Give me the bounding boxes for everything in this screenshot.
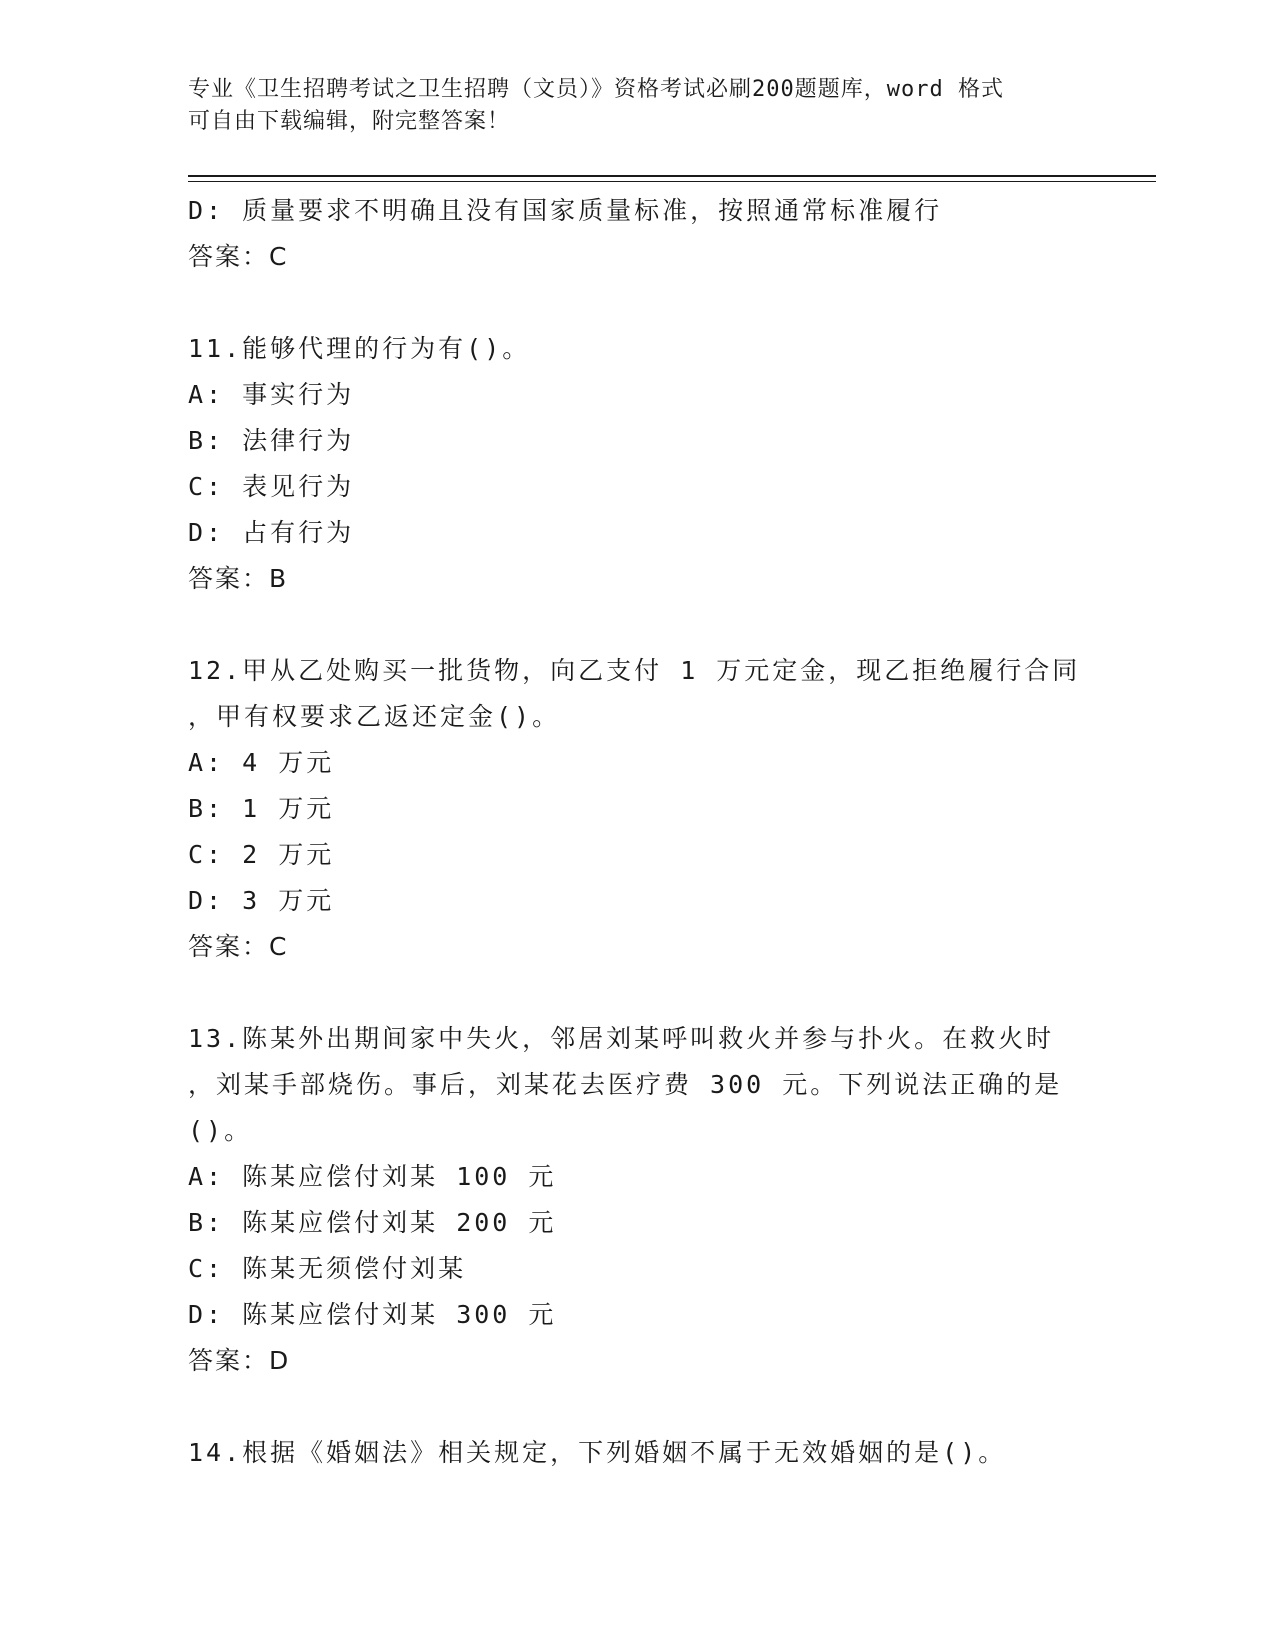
option-d: D: 质量要求不明确且没有国家质量标准，按照通常标准履行 — [188, 196, 943, 225]
question-block-14 — [188, 1430, 1088, 1476]
question-stem-line-1: 12.甲从乙处购买一批货物，向乙支付 1 万元定金，现乙拒绝履行合同 — [188, 656, 1081, 685]
header-title-line-1: 专业《卫生招聘考试之卫生招聘（文员）》资格考试必刷200题题库，word 格式 — [188, 77, 1004, 102]
option-a: A: 4 万元 — [188, 748, 335, 777]
option-b: B: 法律行为 — [188, 426, 355, 455]
question-stem-line-1: 13.陈某外出期间家中失火，邻居刘某呼叫救火并参与扑火。在救火时 — [188, 1024, 1055, 1053]
spacer — [188, 1384, 1088, 1430]
header-title-line-2: 可自由下载编辑，附完整答案！ — [188, 109, 511, 134]
header-divider-thick — [188, 175, 1156, 177]
option-d: D: 3 万元 — [188, 886, 335, 915]
option-a: A: 陈某应偿付刘某 100 元 — [188, 1162, 557, 1191]
spacer — [188, 280, 1088, 326]
option-c: C: 表见行为 — [188, 472, 355, 501]
question-block-13 — [188, 1016, 1088, 1384]
question-list — [188, 188, 1088, 1476]
question-stem: 14.根据《婚姻法》相关规定，下列婚姻不属于无效婚姻的是()。 — [188, 1438, 1007, 1467]
option-a: A: 事实行为 — [188, 380, 355, 409]
header-divider-thin — [188, 181, 1156, 182]
document-header — [188, 74, 1088, 138]
spacer — [188, 970, 1088, 1016]
question-block-12 — [188, 648, 1088, 970]
option-b: B: 陈某应偿付刘某 200 元 — [188, 1208, 557, 1237]
answer-line: 答案：B — [188, 564, 289, 593]
spacer — [188, 602, 1088, 648]
question-stem-line-3: ()。 — [188, 1116, 253, 1145]
option-c: C: 陈某无须偿付刘某 — [188, 1254, 467, 1283]
question-block-10 — [188, 188, 1088, 280]
answer-line: 答案：C — [188, 932, 289, 961]
option-d: D: 占有行为 — [188, 518, 355, 547]
question-stem-line-2: ，刘某手部烧伤。事后，刘某花去医疗费 300 元。下列说法正确的是 — [188, 1070, 1063, 1099]
answer-line: 答案：C — [188, 242, 289, 271]
question-stem: 11.能够代理的行为有()。 — [188, 334, 531, 363]
question-block-11 — [188, 326, 1088, 602]
question-stem-line-2: ，甲有权要求乙返还定金()。 — [188, 702, 561, 731]
option-d: D: 陈某应偿付刘某 300 元 — [188, 1300, 557, 1329]
option-c: C: 2 万元 — [188, 840, 335, 869]
option-b: B: 1 万元 — [188, 794, 335, 823]
answer-line: 答案：D — [188, 1346, 291, 1375]
